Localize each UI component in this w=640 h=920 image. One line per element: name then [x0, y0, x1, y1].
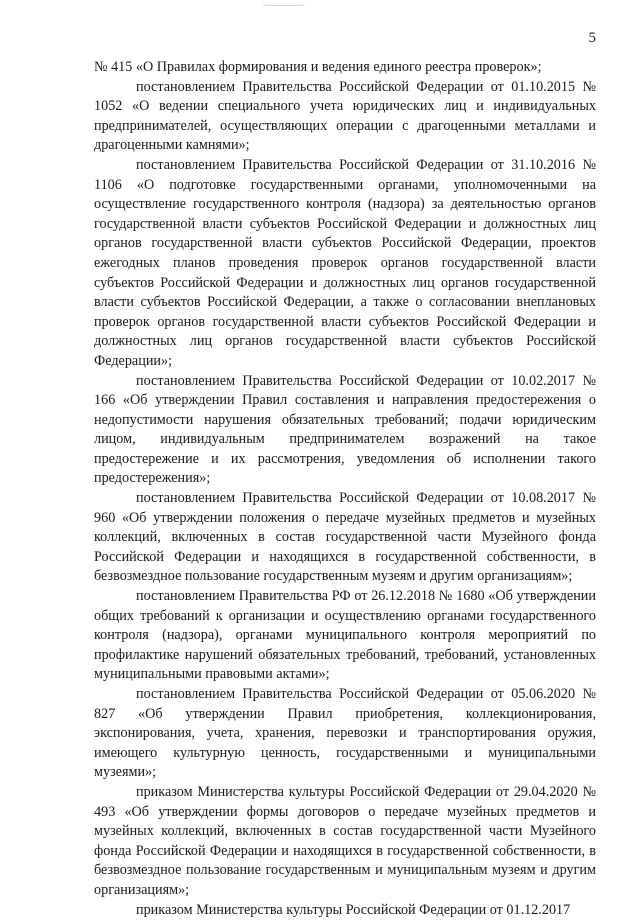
- document-body: [94, 58, 596, 920]
- scan-artifact: [262, 0, 306, 6]
- paragraph: постановлением Правительства Российской Федерации от 31.10.2016 № 1106 «О подготовке государственными органами, уполномоченными на осуществление государственного контроля (надзора) за деятельностью органов государственной власти субъектов Российской Федерации и должностных лиц органов государственной власти субъектов Российской Федерации, проектов ежегодных планов проведения проверок органов государственной власти субъектов Российской Федерации и должностных лиц органов государственной власти субъектов Российской Федерации, а также о согласовании внеплановых проверок органов государственной власти субъектов Российской Федерации и должностных лиц органов государственной власти субъектов Российской Федерации»;: [94, 156, 596, 369]
- paragraph: постановлением Правительства РФ от 26.12.2018 № 1680 «Об утверждении общих требований к организации и осуществлению органами государственного контроля (надзора), органами муниципального контроля мероприятий по профилактике нарушений обязательных требований, требований, установленных муниципальными правовыми актами»;: [94, 588, 596, 683]
- paragraph: постановлением Правительства Российской Федерации от 05.06.2020 № 827 «Об утверждении Правил приобретения, коллекционирования, экспонирования, учета, хранения, перевозки и транспортирования оружия, имеющего культурную ценность, государственными и муниципальными музеями»;: [94, 686, 596, 781]
- page-number: 5: [588, 30, 596, 46]
- paragraph: постановлением Правительства Российской Федерации от 10.02.2017 № 166 «Об утверждении Правил составления и направления предостережения о недопустимости нарушения обязательных требований; подачи юридическим лицом, индивидуальным предпринимателем возражений на такое предостережение и их рассмотрения, уведомления об исполнении такого предостережения»;: [94, 372, 596, 487]
- paragraph: постановлением Правительства Российской Федерации от 01.10.2015 № 1052 «О ведении специального учета юридических лиц и индивидуальных предпринимателей, осуществляющих операции с драгоценными металлами и драгоценными камнями»;: [94, 78, 596, 154]
- paragraph: № 415 «О Правилах формирования и ведения единого реестра проверок»;: [94, 59, 542, 75]
- paragraph: постановлением Правительства Российской Федерации от 10.08.2017 № 960 «Об утверждении положения о передаче музейных предметов и музейных коллекций, включенных в состав государственной части Музейного фонда Российской Федерации и находящихся в государственной собственности, в безвозмездное пользование государственным музеям и другим организациям»;: [94, 490, 596, 585]
- paragraph: приказом Министерства культуры Российской Федерации от 01.12.2017: [136, 901, 571, 918]
- paragraph: приказом Министерства культуры Российской Федерации от 29.04.2020 № 493 «Об утверждении формы договоров о передаче музейных предметов и музейных коллекций, включенных в состав государственной части Музейного фонда Российской Федерации и находящихся в государственной собственности, в безвозмездное пользование государственным и муниципальным музеям и другим организациям»;: [94, 783, 596, 898]
